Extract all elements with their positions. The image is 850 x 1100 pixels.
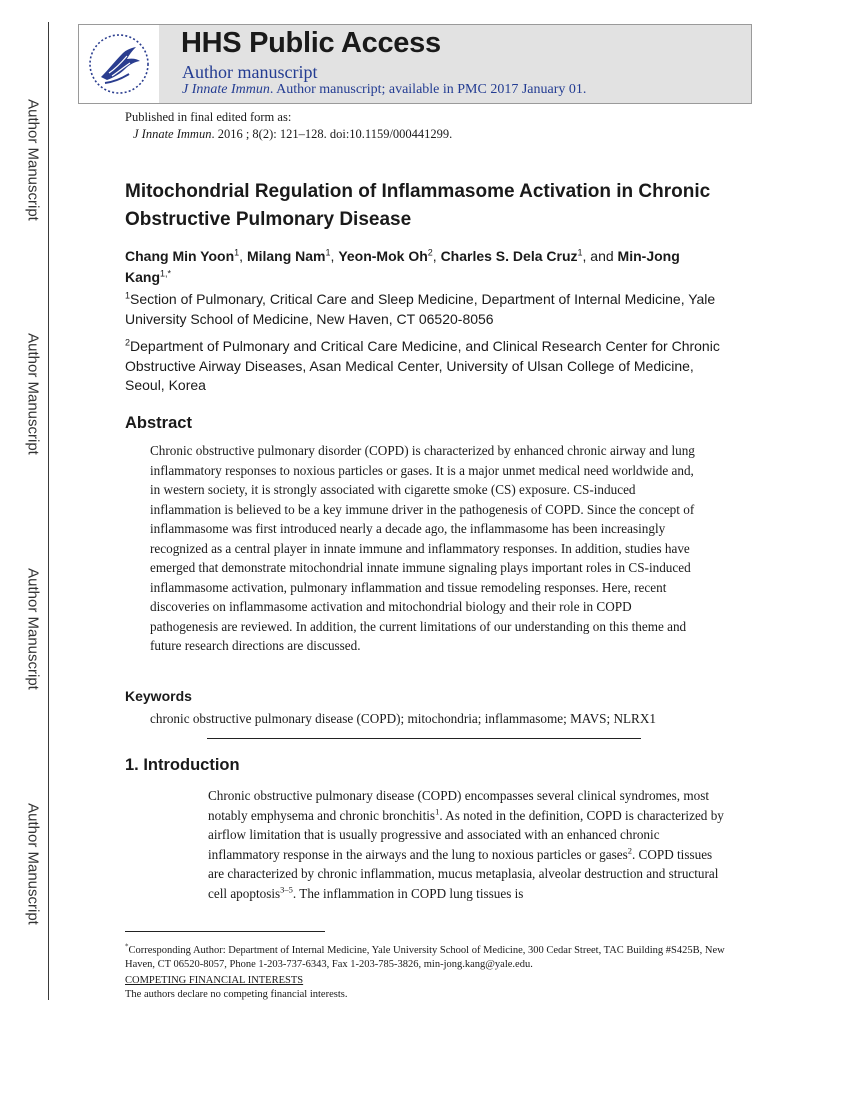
corresponding-author-footnote: *Corresponding Author: Department of Internal Medicine, Yale University School of Medicine, 300 Cedar Street, TAC Building #S425B, New Haven, CT 06520-8057, Phone 1-203-737-6343, Fax 1-203-785-3826, min-jong.kang@yale.edu. [125, 942, 725, 970]
author-name: Yeon-Mok Oh [338, 248, 428, 264]
author-name: Min-Jong Kang [125, 248, 680, 285]
competing-interests-heading: COMPETING FINANCIAL INTERESTS [125, 975, 304, 986]
hhs-header [78, 24, 752, 104]
author-name: Charles S. Dela Cruz [440, 248, 578, 264]
competing-interests-text: The authors declare no competing financial interests. [125, 989, 348, 1000]
published-label: Published in final edited form as: [125, 110, 292, 124]
header-subtitle: Author manuscript [182, 62, 318, 82]
header-title: HHS Public Access [181, 27, 441, 59]
author-name: Milang Nam [246, 248, 326, 264]
affiliation-1: $^1$Section of Pulmonary, Critical Care and Sleep Medicine, Department of Internal Medicine, Yale University School of Medicine, New Haven, CT 06520-8056 [125, 290, 716, 327]
keywords-heading: Keywords [125, 688, 192, 704]
header-journal: J Innate Immun [182, 82, 270, 97]
affiliation-2: $^2$Department of Pulmonary and Critical Care Medicine, and Clinical Research Center for Chronic Obstructive Airway Diseases, Asan Medical Center, University of Ulsan College of Medicine, Seoul, Korea [125, 337, 720, 393]
abstract-text: Chronic obstructive pulmonary disorder (COPD) is characterized by enhanced chronic airway and lung inflammatory responses to noxious particles or gases. It is a major unmet medical need worldwide and, in western society, it is strongly associated with cigarette smoke (CS) exposure. CS-induced inflammation is believed to be a key immune driver in the pathogenesis of COPD. Since the concept of inflammasome was first introduced nearly a decade ago, the inflammasome has been increasingly recognized as a central player in innate immune and inflammatory responses. In addition, studies have emerged that demonstrate mitochondrial innate immune signaling plays important roles in CS-induced inflammasome activation, pulmonary inflammation and tissue remodeling responses. Here, recent discoveries on inflammasome activation and mitochondrial biology and their role in COPD pathogenesis are reviewed. In addition, the current limitations of our understanding on this theme and future research directions are discussed. [150, 443, 695, 653]
section-divider [207, 738, 641, 739]
keywords-text: chronic obstructive pulmonary disease (COPD); mitochondria; inflammasome; MAVS; NLRX1 [150, 711, 656, 726]
hhs-eagle-logo-icon [79, 25, 160, 103]
author-list: Chang Min Yoon$^1$, Milang Nam$^1$, Yeon-Mok Oh$^2$, Charles S. Dela Cruz$^1$, and Min-Jong Kang$^{1,*}$ [125, 247, 680, 285]
introduction-text: Chronic obstructive pulmonary disease (COPD) encompasses several clinical syndromes, most notably emphysema and chronic bronchitis$^1$. As noted in the definition, COPD is characterized by airflow limitation that is usually progressive and associated with an enhanced chronic inflammatory response in the airways and the lung to noxious particles or gases$^2$. COPD tissues are characterized by chronic inflammation, mucus metaplasia, alveolar destruction and structural cell apoptosis$^{3-5}$. The inflammation in COPD lung tissues is [208, 788, 724, 901]
introduction-heading: 1. Introduction [125, 756, 240, 774]
published-citation: J Innate Immun. 2016 ; 8(2): 121–128. doi:10.1159/000441299. [133, 127, 453, 141]
abstract-heading: Abstract [125, 414, 192, 432]
article-title: Mitochondrial Regulation of Inflammasome Activation in Chronic Obstructive Pulmonary Disease [125, 181, 711, 230]
header-availability: J Innate Immun. Author manuscript; available in PMC 2017 January 01. [182, 82, 587, 97]
author-name: Chang Min Yoon [125, 248, 235, 264]
margin-rule [48, 22, 49, 1000]
footnote-divider [125, 931, 325, 932]
